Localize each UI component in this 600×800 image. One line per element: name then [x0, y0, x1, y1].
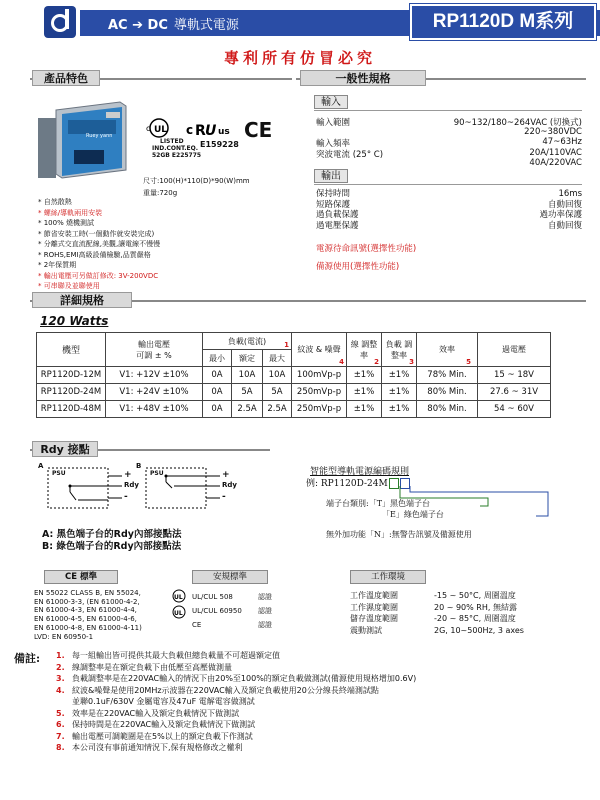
- svg-text:R: R: [195, 123, 206, 139]
- cell-max: 2.5A: [263, 401, 292, 418]
- env-specs: [350, 590, 524, 636]
- cell-ovp: 15 ~ 18V: [478, 367, 551, 384]
- rdy-captions: [42, 529, 181, 553]
- cell-rated: 5A: [232, 384, 263, 401]
- size-text: 尺寸:100(H)*110(D)*90(W)mm: [143, 177, 250, 185]
- col-max: 最大: [263, 350, 292, 367]
- psu-label: PSU: [52, 470, 66, 477]
- spec-value: 90~132/180~264VAC (切換式): [453, 118, 582, 128]
- ce-line: EN 61000-4-8, EN 61000-4-11): [34, 623, 142, 632]
- naming-example: 例: RP1120D-24M: [306, 476, 410, 489]
- remark-item: [56, 708, 416, 720]
- rdy-label: Rdy: [124, 481, 139, 489]
- table-row: [37, 367, 551, 384]
- cell-load: ±1%: [382, 401, 417, 418]
- remark-num: 2.: [56, 662, 65, 672]
- env-value: -20 ~ 85°C, 周圍溫度: [434, 614, 516, 623]
- remark-num: 7.: [56, 731, 65, 741]
- weight-text: 重量:720g: [143, 189, 178, 197]
- feature-item: * 100% 燒機測試: [38, 219, 94, 227]
- feature-item: * 輸出電壓可另做訂修改: 3V-200VDC: [38, 271, 159, 280]
- ur-icon: [186, 120, 240, 140]
- spec-label: 輸入範圍: [316, 118, 351, 128]
- cell-model: RP1120D-48M: [37, 401, 106, 418]
- env-label: 工作濕度範圍: [350, 602, 398, 612]
- diagram-b-label: B: [136, 462, 142, 470]
- header: [0, 0, 600, 40]
- spec-value: 20A/110VAC: [529, 147, 582, 158]
- ul-logo-icon: [170, 588, 188, 628]
- product-photo: [34, 90, 134, 188]
- safety-std: UL/CUL 508: [192, 593, 233, 601]
- cell-ripple: 250mVp-p: [292, 384, 347, 401]
- spec-label: 過電壓保護: [316, 220, 359, 231]
- psu-label: PSU: [150, 470, 164, 477]
- model-series-title: RP1120D M系列: [410, 4, 596, 40]
- feature-item: * 分離式交直流配線,美觀,讓電線不慢慢: [38, 240, 161, 248]
- svg-text:c: c: [186, 123, 194, 137]
- title-en: AC ➔ DC: [108, 18, 168, 33]
- feature-item: * ROHS,EMI高級設備檢驗,品質嚴格: [38, 250, 151, 259]
- minus-label: -: [124, 492, 128, 502]
- output-divider: [314, 184, 582, 185]
- rdy-diagram-b: [136, 462, 236, 512]
- features-list: [38, 197, 288, 292]
- remark-text: 輸出電壓可調範圍是在5%以上的額定負載下作測試: [72, 731, 253, 741]
- cell-rated: 2.5A: [232, 401, 263, 418]
- spec-row: [316, 199, 582, 210]
- col-vout: 輸出電壓 可調 ± %: [106, 333, 203, 367]
- cell-model: RP1120D-24M: [37, 384, 106, 401]
- cell-eff: 78% Min.: [417, 367, 478, 384]
- spec-label: 短路保護: [316, 199, 351, 210]
- red-note: 備源使用(選擇性功能): [316, 262, 400, 272]
- safety-status: 認證: [258, 593, 272, 601]
- spec-row: [316, 137, 582, 148]
- d-logo-icon: [44, 6, 76, 38]
- cell-ovp: 27.6 ~ 31V: [478, 384, 551, 401]
- cell-model: RP1120D-12M: [37, 367, 106, 384]
- remark-item: [56, 742, 416, 754]
- cell-ripple: 250mVp-p: [292, 401, 347, 418]
- remark-item: [56, 696, 416, 708]
- diagram-a-label: A: [38, 462, 44, 470]
- safety-status: 認證: [258, 607, 272, 615]
- cell-min: 0A: [203, 367, 232, 384]
- cert-listed: LISTED IND.CONT.EQ. 52GB E225775: [152, 138, 202, 159]
- ce-standards: [34, 589, 142, 641]
- remark-num: 1.: [56, 651, 65, 660]
- input-heading: 輸入: [314, 95, 348, 109]
- cell-ovp: 54 ~ 60V: [478, 401, 551, 418]
- remark-text: 保持時間是在220VAC輸入及額定負載情況下做測試: [72, 720, 256, 729]
- cell-line: ±1%: [347, 401, 382, 418]
- remark-text: 紋波&噪聲是使用20MHz示波器在220VAC輸入及額定負載使用20公分線長終端測試點: [72, 685, 379, 695]
- safety-standards: [192, 590, 272, 632]
- col-model: 機型: [37, 333, 106, 367]
- env-row: [350, 602, 524, 614]
- env-label: 工作溫度範圍: [350, 591, 398, 600]
- ce-mark-icon: CE: [244, 118, 273, 142]
- spec-row: [316, 148, 582, 159]
- cell-line: ±1%: [347, 384, 382, 401]
- safety-label: 安規標準: [192, 570, 268, 584]
- ce-line: EN 61000-4-5, EN 61000-4-6,: [34, 615, 137, 624]
- remark-num: 5.: [56, 708, 65, 718]
- naming-title: 智能型導軌電源編碼規則: [310, 467, 410, 477]
- env-label: 震動測試: [350, 625, 382, 635]
- svg-text:c: c: [146, 124, 151, 133]
- spec-label: 輸入頻率: [316, 139, 351, 149]
- terminal-types: 端子台類別:「T」黑色端子台 「E」綠色端子台: [326, 499, 444, 519]
- remark-text: 線調整率是在額定負載下由低壓至高壓做測量: [72, 662, 232, 672]
- remarks-list: [56, 650, 416, 754]
- spec-value: 過功率保護: [539, 210, 582, 220]
- input-specs: [316, 116, 582, 169]
- table-row: [37, 401, 551, 418]
- remark-text: 並聯0.1uF/630V 金屬電容及47uF 電解電容做測試: [72, 697, 255, 706]
- patent-notice: 專利所有仿冒必究: [223, 49, 376, 67]
- col-ripple: 紋波 & 噪聲 4: [292, 333, 347, 367]
- ce-label: CE 標準: [44, 570, 118, 584]
- cell-vout: V1: +12V ±10%: [106, 367, 203, 384]
- col-efficiency: 效率 5: [417, 333, 478, 367]
- env-row: [350, 590, 524, 602]
- remark-num: 6.: [56, 720, 65, 729]
- general-tab: 一般性規格: [300, 70, 426, 86]
- title-zh: 導軌式電源: [173, 18, 239, 33]
- svg-text:U: U: [205, 123, 217, 139]
- table-row: [37, 384, 551, 401]
- output-specs: [316, 188, 582, 230]
- cell-vout: V1: +48V ±10%: [106, 401, 203, 418]
- spec-label: 過負載保護: [316, 210, 359, 220]
- feature-item: * 螺絲/導軌兩用安裝: [38, 208, 103, 217]
- plus-label: +: [222, 470, 230, 480]
- ce-line: LVD: EN 60950-1: [34, 632, 94, 641]
- col-min: 最小: [203, 350, 232, 367]
- remark-item: [56, 662, 416, 674]
- remark-text: 每一組輸出皆可提供其最大負載但總負載量不可超過額定值: [72, 651, 280, 660]
- remark-text: 負載調整率是在220VAC輸入的情況下由20%至100%的額定負載做測試(備源使用規格增加0.6V): [72, 674, 417, 683]
- extra-function: 無外加功能「N」:無警告訊號及備源使用: [326, 530, 472, 539]
- product-brand: Ruey yann: [86, 133, 113, 139]
- spec-label: 保持時間: [316, 189, 351, 199]
- feature-item: * 可串聯及並聯使用: [38, 282, 100, 290]
- caption-a: A: 黑色端子台的Rdy內部接點法: [42, 529, 182, 540]
- cell-line: ±1%: [347, 367, 382, 384]
- plus-label: +: [124, 470, 132, 480]
- rdy-tab: Rdy 接點: [32, 441, 98, 457]
- spec-label: 突波電流 (25° C): [316, 149, 384, 160]
- remark-num: 8.: [56, 743, 65, 752]
- col-load: 負載(電流) 1: [203, 333, 292, 350]
- general-red-notes: [316, 240, 416, 276]
- svg-text:us: us: [218, 127, 230, 137]
- rdy-diagram-a: [38, 462, 138, 512]
- spec-value: 16ms: [558, 189, 582, 199]
- spec-row: [316, 158, 582, 169]
- remark-item: [56, 650, 416, 662]
- col-load-reg: 負載 調整率 3: [382, 333, 417, 367]
- env-label: 儲存溫度範圍: [350, 614, 398, 623]
- remarks-label: 備註:: [14, 652, 41, 665]
- watt-title: 120 Watts: [40, 314, 109, 328]
- cell-eff: 80% Min.: [417, 384, 478, 401]
- input-divider: [314, 110, 582, 111]
- svg-text:UL: UL: [174, 610, 183, 617]
- red-note: 電源待命訊號(選擇性功能): [316, 244, 417, 254]
- remark-item: [56, 673, 416, 685]
- remark-text: 效率是在220VAC輸入及額定負載情況下做測試: [72, 708, 240, 718]
- cell-rated: 10A: [232, 367, 263, 384]
- remark-num: 3.: [56, 674, 65, 683]
- spec-value: 220~380VDC: [524, 126, 582, 137]
- env-row: [350, 625, 524, 637]
- env-label: 工作環境: [350, 570, 426, 584]
- spec-row: [316, 127, 582, 138]
- features-tab: 產品特色: [32, 70, 100, 86]
- spec-value: 40A/220VAC: [529, 158, 582, 168]
- col-line-reg: 線 調整率 2: [347, 333, 382, 367]
- feature-item: * 2年保質期: [38, 261, 77, 269]
- ce-line: EN 61000-3-3, (EN 61000-4-2,: [34, 597, 140, 606]
- svg-text:UL: UL: [174, 594, 183, 601]
- env-value: 2G, 10~500Hz, 3 axes: [434, 625, 524, 635]
- cell-max: 5A: [263, 384, 292, 401]
- remark-item: [56, 685, 416, 697]
- spec-value: 自動回復: [547, 199, 582, 210]
- detail-tab: 詳細規格: [32, 292, 132, 308]
- remark-item: [56, 731, 416, 743]
- rdy-label: Rdy: [222, 481, 237, 489]
- remark-num: 4.: [56, 685, 65, 695]
- spec-value: 47~63Hz: [542, 137, 582, 147]
- spec-table: [36, 332, 551, 418]
- output-heading: 輸出: [314, 169, 348, 183]
- cell-eff: 80% Min.: [417, 401, 478, 418]
- cell-max: 10A: [263, 367, 292, 384]
- cert-ur-file: E159228: [200, 140, 239, 149]
- feature-item: * 節省安裝工時(一個動作就安裝完成): [38, 229, 155, 238]
- spec-row: [316, 116, 582, 127]
- cul-icon: [146, 118, 176, 138]
- cell-vout: V1: +24V ±10%: [106, 384, 203, 401]
- header-title: [108, 14, 239, 33]
- col-rated: 額定: [232, 350, 263, 367]
- spec-value: 自動回復: [547, 220, 582, 231]
- env-value: 20 ~ 90% RH, 無結露: [434, 602, 517, 612]
- safety-row: [192, 590, 272, 604]
- cell-load: ±1%: [382, 367, 417, 384]
- env-value: -15 ~ 50°C, 周圍溫度: [434, 591, 516, 600]
- ce-line: EN 55022 CLASS B, EN 55024,: [34, 589, 141, 597]
- remark-text: 本公司沒有事前通知情況下,保有規格修改之權利: [72, 743, 243, 752]
- safety-status: 認證: [258, 621, 272, 629]
- minus-label: -: [222, 492, 226, 502]
- feature-item: * 自然散熱: [38, 198, 72, 206]
- svg-text:UL: UL: [154, 125, 168, 135]
- cell-ripple: 100mVp-p: [292, 367, 347, 384]
- spec-row: [316, 220, 582, 231]
- safety-row: [192, 604, 272, 618]
- spec-row: [316, 209, 582, 220]
- env-row: [350, 613, 524, 625]
- spec-row: [316, 188, 582, 199]
- caption-b: B: 綠色端子台的Rdy內部接點法: [42, 541, 182, 552]
- remark-item: [56, 719, 416, 731]
- cell-load: ±1%: [382, 384, 417, 401]
- cell-min: 0A: [203, 401, 232, 418]
- col-ovp: 過電壓: [478, 333, 551, 367]
- safety-std: UL/CUL 60950: [192, 607, 242, 615]
- cell-min: 0A: [203, 384, 232, 401]
- safety-row: [192, 618, 272, 632]
- ce-line: EN 61000-4-3, EN 61000-4-4,: [34, 606, 137, 615]
- safety-std: CE: [192, 621, 202, 629]
